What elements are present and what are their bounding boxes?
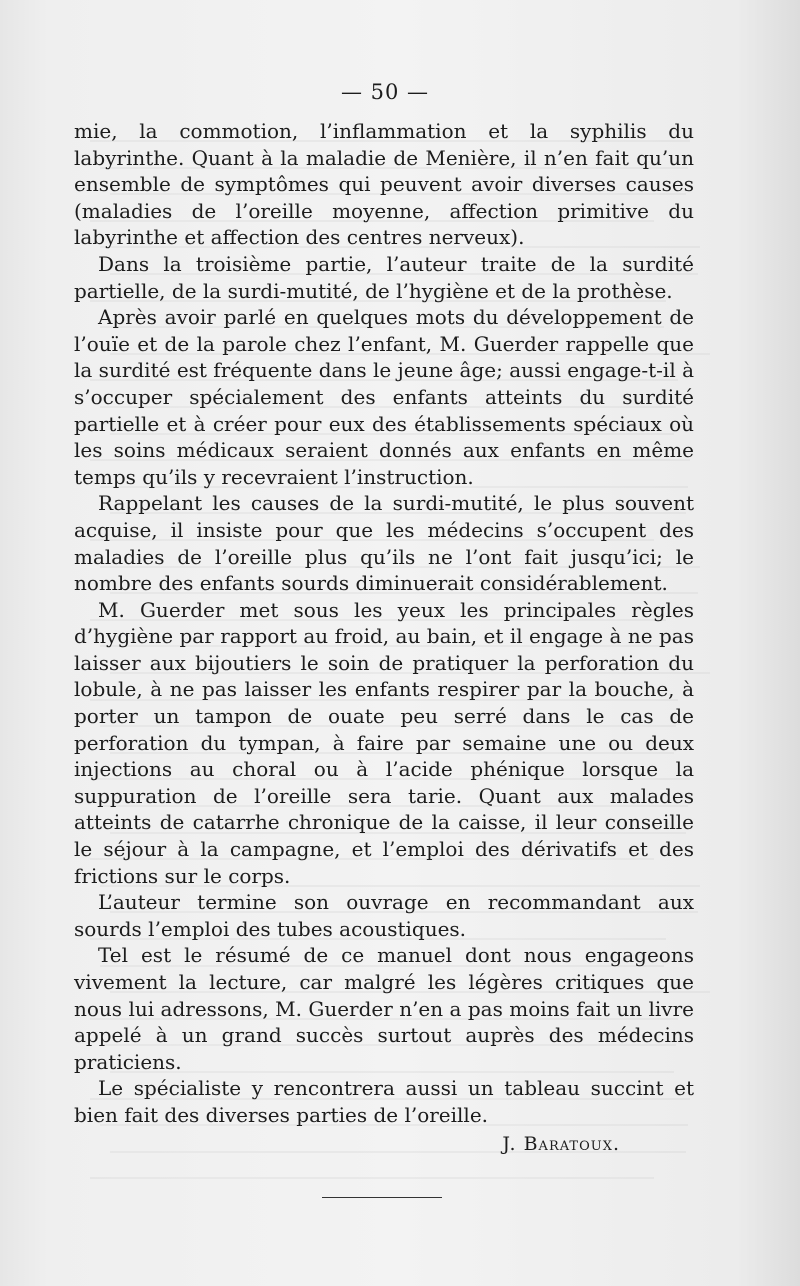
page-number: — 50 — — [340, 80, 430, 104]
paragraph: Le spécialiste y rencontrera aussi un tableau succint et bien fait des diverses parties de l’oreille. — [74, 1076, 694, 1127]
paragraph: Après avoir parlé en quelques mots du développement de l’ouïe et de la parole chez l’enfant, M. Guerder rappelle que la surdité est fréquente dans le jeune âge; aussi engage-t-il à s’occuper spécialement des enfants atteints du surdité partielle et à créer pour eux des établissements spéciaux où les soins médicaux seraient donnés aux enfants en même temps qu’ils y recevraient l’instruction. — [74, 305, 694, 489]
paragraph: M. Guerder met sous les yeux les principales règles d’hygiène par rapport au froid, au bain, et il engage à ne pas laisser aux bijoutiers le soin de pratiquer la perforation du lobule, à ne pas laisser les enfants respirer par la bouche, à porter un tampon de ouate peu serré dans le cas de perforation du tympan, à faire par semaine une ou deux injections au choral ou à l’acide phénique lorsque la suppuration de l’oreille sera tarie. Quant aux malades atteints de catarrhe chronique de la caisse, il leur conseille le séjour à la campagne, et l’emploi des dérivatifs et des frictions sur le corps. — [74, 597, 694, 888]
paragraph: mie, la commotion, l’inflammation et la syphilis du labyrinthe. Quant à la maladie de Menière, il n’en fait qu’un ensemble de symptômes qui peuvent avoir diverses causes (maladies de l’oreille moyenne, affection primitive du labyrinthe et affection des centres nerveux). — [74, 119, 694, 250]
paragraph: Tel est le résumé de ce manuel dont nous engageons vivement la lecture, car malgré les légères critiques que nous lui adressons, M. Guerder n’en a pas moins fait un livre appelé à un grand succès surtout auprès des médecins praticiens. — [74, 943, 694, 1074]
paragraph: Dans la troisième partie, l’auteur traite de la surdité partielle, de la surdi-mutité, de l’hygiène et de la prothèse. — [74, 251, 694, 303]
author-signature: J. Baratoux. — [502, 1133, 620, 1155]
body-text — [74, 118, 694, 1129]
paragraph: Rappelant les causes de la surdi-mutité, le plus souvent acquise, il insiste pour que les médecins s’occupent des maladies de l’oreille plus qu’ils ne l’ont fait jusqu’ici; le nombre des enfants sourds diminuerait considérablement. — [74, 491, 694, 596]
section-divider — [322, 1197, 442, 1198]
bleed-line — [90, 1177, 654, 1179]
paragraph: L’auteur termine son ouvrage en recommandant aux sourds l’emploi des tubes acoustiques. — [74, 890, 694, 941]
